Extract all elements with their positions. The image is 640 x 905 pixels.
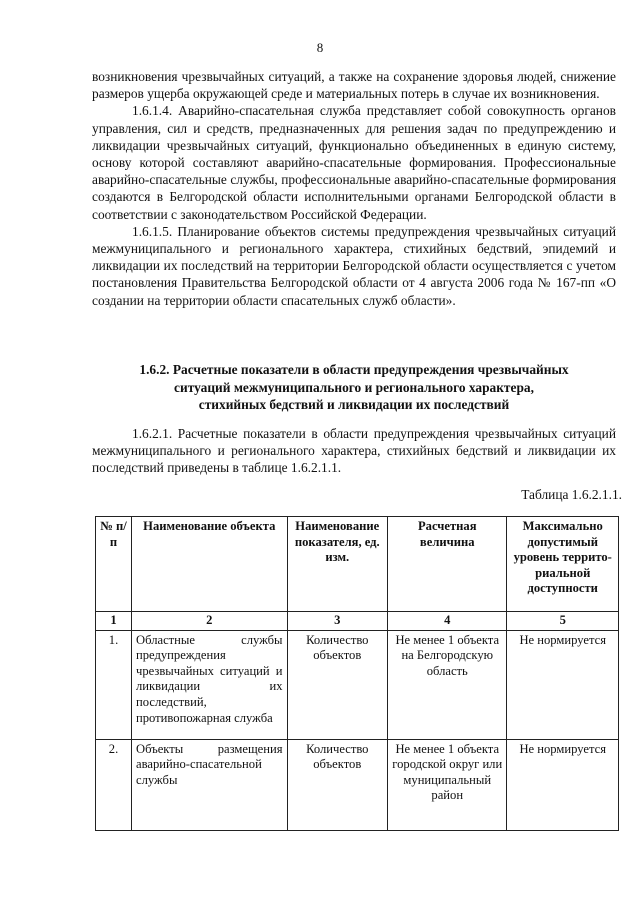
column-number: 5: [507, 612, 619, 631]
header-number: № п/п: [96, 517, 132, 612]
row-object: Областные службы предупреждения чрезвычайных ситуаций и ликвидации их последствий, противопожарная служба: [132, 630, 288, 739]
table-row: [96, 739, 619, 830]
row-value: Не менее 1 объекта на Белгородскую область: [388, 630, 507, 739]
row-indicator: Количество объектов: [287, 739, 387, 830]
paragraph-1-6-2-1: 1.6.2.1. Расчетные показатели в области предупреждения чрезвычайных ситуаций межмуниципального и регионального характера, стихийных бедствий и ликвидации их последствий приведены в таблице 1.6.2.1.1.: [92, 426, 616, 476]
table-header-row: [96, 517, 619, 612]
page-number: 8: [316, 40, 324, 55]
paragraph-1-6-1-4: 1.6.1.4. Аварийно-спасательная служба представляет собой совокупность органов управления, сил и средств, предназначенных для решения задач по предупреждению и ликвидации чрезвычайных ситуаций, функционально объединенных в единую систему, основу которой составляют аварийно-спасательные формирования. Профессиональные аварийно-спасательные службы, профессиональные аварийно-спасательные формирования создаются в Белгородской области исполнительными органами Белгородской области в соответствии с законодательством Российской Федерации.: [92, 103, 616, 222]
header-object-name: Наименование объекта: [132, 517, 288, 612]
header-indicator-name: Наименование показателя, ед. изм.: [287, 517, 387, 612]
column-number-row: [96, 612, 619, 631]
heading-line-3: стихийных бедствий и ликвидации их последствий: [198, 397, 510, 413]
row-value: Не менее 1 объекта городской округ или муниципальный район: [388, 739, 507, 830]
row-access: Не нормируется: [507, 739, 619, 830]
body-text-upper: [92, 68, 616, 309]
heading-line-1: 1.6.2. Расчетные показатели в области предупреждения чрезвычайных: [139, 362, 569, 377]
row-number: 2.: [96, 739, 132, 830]
paragraph-1-6-1-5: 1.6.1.5. Планирование объектов системы предупреждения чрезвычайных ситуаций межмуниципального и регионального характера, стихийных бедствий, эпидемий и ликвидации их последствий на территории Белгородской области осуществляется с учетом постановления Правительства Белгородской области от 4 августа 2006 года № 167-пп «О создании на территории области спасательных служб области».: [92, 223, 616, 308]
row-access: Не нормируется: [507, 630, 619, 739]
section-heading-1-6-2: [92, 361, 616, 414]
column-number: 2: [132, 612, 288, 631]
column-number: 4: [388, 612, 507, 631]
header-max-accessibility: Максимально допустимый уровень террито-риальной доступности: [507, 517, 619, 612]
column-number: 3: [287, 612, 387, 631]
row-object: Объекты размещения аварийно-спасательной службы: [132, 739, 288, 830]
indicators-table: [95, 516, 619, 831]
row-indicator: Количество объектов: [287, 630, 387, 739]
row-number: 1.: [96, 630, 132, 739]
column-number: 1: [96, 612, 132, 631]
header-calculated-value: Расчетная величина: [388, 517, 507, 612]
heading-line-2: ситуаций межмуниципального и регионального характера,: [174, 379, 534, 395]
table-row: [96, 630, 619, 739]
table-caption: Таблица 1.6.2.1.1.: [521, 487, 622, 502]
body-text-lower: [92, 425, 616, 477]
paragraph-continuation: возникновения чрезвычайных ситуаций, а также на сохранение здоровья людей, снижение размеров ущерба окружающей среде и материальных потерь в случае их возникновения.: [92, 69, 616, 102]
